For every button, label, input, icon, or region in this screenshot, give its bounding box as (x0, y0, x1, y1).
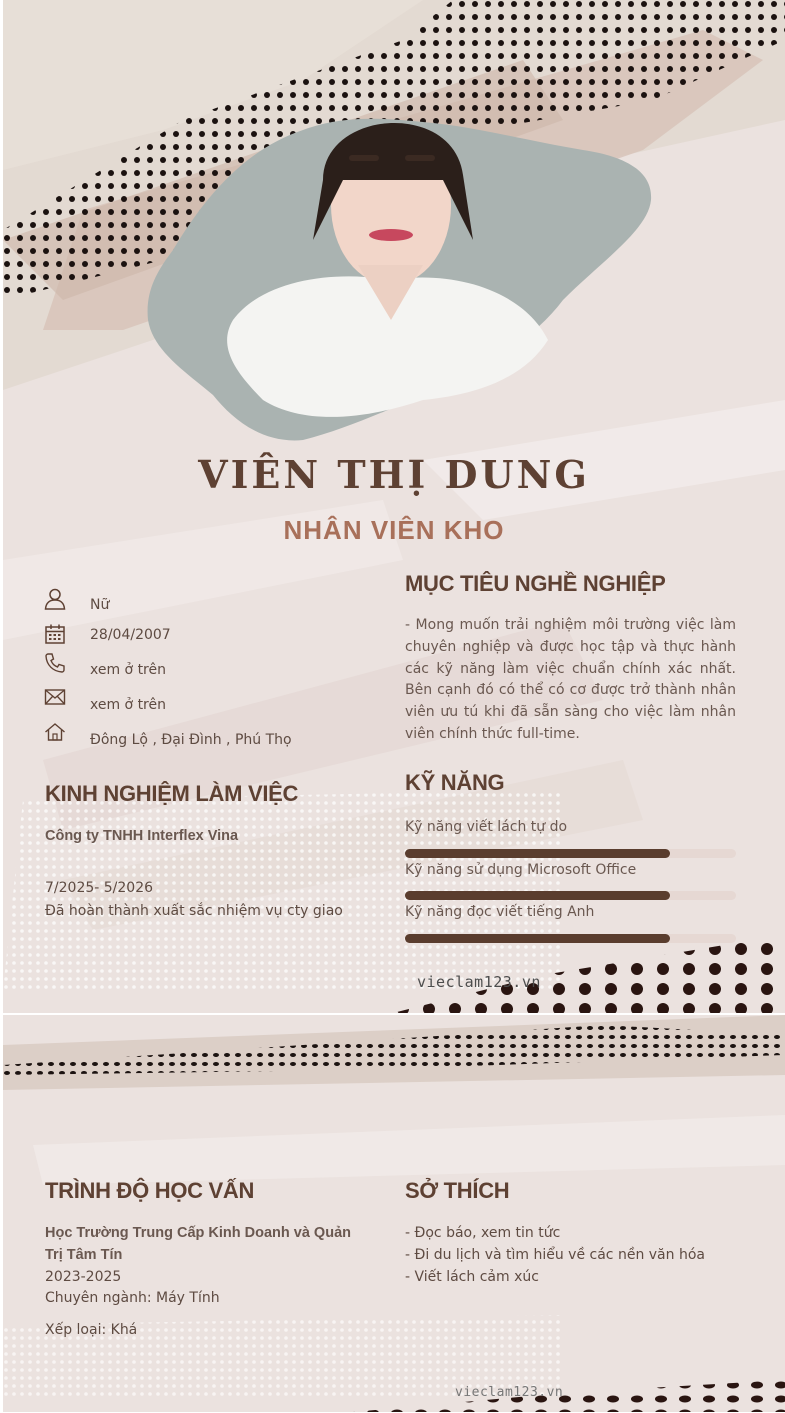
experience-description: Đã hoàn thành xuất sắc nhiệm vụ cty giao (45, 903, 343, 919)
calendar-icon (44, 623, 66, 645)
education-major: Chuyên ngành: Máy Tính (45, 1290, 220, 1306)
skill-bar (405, 891, 736, 900)
skill-bar-fill (405, 934, 670, 943)
address-value: Đông Lộ , Đại Đình , Phú Thọ (90, 732, 292, 748)
education-school-cont: Trị Tâm Tín (45, 1247, 123, 1263)
candidate-name: VIÊN THỊ DUNG (198, 452, 590, 497)
hobbies-heading: SỞ THÍCH (405, 1178, 510, 1203)
skill-label: Kỹ năng đọc viết tiếng Anh (405, 904, 595, 920)
skills-heading: KỸ NĂNG (405, 770, 505, 795)
objective-heading: MỤC TIÊU NGHỀ NGHIỆP (405, 571, 666, 596)
experience-heading: KINH NGHIỆM LÀM VIỆC (45, 781, 299, 806)
decorative-background (3, 0, 785, 1013)
skill-label: Kỹ năng sử dụng Microsoft Office (405, 862, 637, 878)
watermark-logo: vieclam123.vn (417, 973, 541, 991)
email-value: xem ở trên (90, 697, 166, 713)
mail-icon (44, 686, 66, 708)
gender-value: Nữ (90, 597, 110, 613)
education-years: 2023-2025 (45, 1269, 122, 1285)
cv-page-2 (3, 1015, 785, 1412)
home-icon (44, 721, 66, 743)
hobby-item: - Đọc báo, xem tin tức (405, 1225, 561, 1241)
experience-period: 7/2025- 5/2026 (45, 880, 154, 896)
hobby-item: - Đi du lịch và tìm hiểu về các nền văn hóa (405, 1247, 705, 1263)
education-heading: TRÌNH ĐỘ HỌC VẤN (45, 1178, 255, 1203)
phone-icon (44, 652, 66, 674)
decorative-background (3, 1015, 785, 1412)
skill-bar-fill (405, 849, 670, 858)
user-icon (44, 588, 66, 610)
hobby-item: - Viết lách cảm xúc (405, 1269, 539, 1285)
experience-company: Công ty TNHH Interflex Vina (45, 828, 239, 844)
skill-bar (405, 934, 736, 943)
job-title: NHÂN VIÊN KHO (283, 515, 505, 545)
skill-bar-fill (405, 891, 670, 900)
education-rank: Xếp loại: Khá (45, 1322, 138, 1338)
cv-page-1 (3, 0, 785, 1013)
skill-bar (405, 849, 736, 858)
education-school: Học Trường Trung Cấp Kinh Doanh và Quản (45, 1225, 351, 1241)
birthdate-value: 28/04/2007 (90, 627, 171, 643)
phone-value: xem ở trên (90, 662, 166, 678)
objective-text: - Mong muốn trải nghiệm môi trường việc làm chuyên nghiệp và được học tập và thực hành các kỹ năng làm việc chuẩn chính xác nhất. Bên cạnh đó có thể có cơ được trở thành nhân viên ưu tú khi đã sẵn sàng cho việc làm nhân viên chính thức full-time. (405, 617, 736, 742)
skill-label: Kỹ năng viết lách tự do (405, 819, 568, 835)
watermark-logo: vieclam123.vn (455, 1385, 564, 1400)
